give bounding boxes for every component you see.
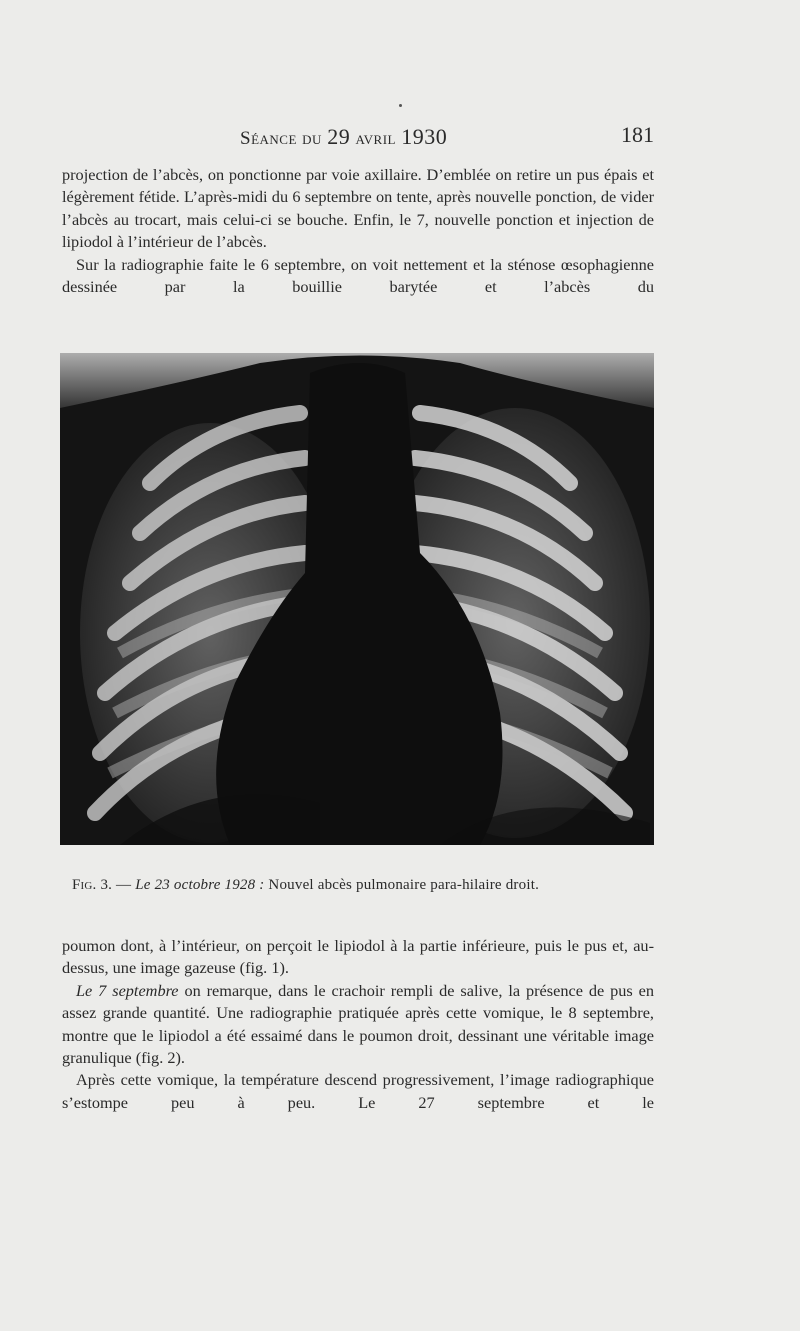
caption-date: Le 23 octobre 1928 : [135, 877, 265, 893]
running-head-year: 1930 [401, 124, 448, 149]
paragraph: Sur la radiographie faite le 6 septembre, on voit nettement et la sténose œsophagienne dessinée par la bouillie barytée et l’abcès du [62, 254, 654, 297]
paragraph: poumon dont, à l’intérieur, on perçoit le lipiodol à la partie inférieure, puis le pus et, au-dessus, une image gazeuse (fig. 1). [62, 936, 654, 978]
running-head-prefix: Séance du [240, 128, 322, 149]
running-head-day: 29 [327, 124, 351, 149]
running-head-month: avril [355, 128, 396, 149]
paragraph-italic-date: Le 7 septembre [76, 980, 179, 1000]
paragraph: projection de l’abcès, on ponctionne par voie axillaire. D’emblée on retire un pus épais et légèrement fétide. L’après-midi du 6 septembre on tente, après nouvelle ponction, de vider l’abcès au trocart, mais celui-ci se bouche. Enfin, le 7, nouvelle ponction et injection de lipiodol à l’intérieur de l’abcès. [62, 165, 654, 252]
page-number: 181 [621, 122, 654, 147]
running-head [240, 124, 447, 150]
body-text-top [62, 164, 654, 298]
page-header [62, 118, 654, 150]
decorative-dot [399, 104, 402, 107]
paragraph: Après cette vomique, la température descend progressivement, l’image radiographique s’estompe peu à peu. Le 27 septembre et le [62, 1070, 654, 1112]
paragraph-text: on remarque, dans le crachoir rempli de salive, la présence de pus en assez grande quantité. Une radiographie pratiquée après cette vomique, le 8 septembre, montre que le lipiodol a été essaimé dans le poumon droit, dessinant une véritable image granulique (fig. 2). [62, 980, 654, 1068]
paragraph [62, 980, 654, 1070]
caption-dash: — [112, 877, 136, 893]
chest-radiograph-figure [60, 353, 654, 845]
chest-radiograph-image [60, 353, 654, 845]
body-text-bottom [62, 935, 654, 1114]
caption-text: Nouvel abcès pulmonaire para-hilaire droit. [264, 877, 540, 893]
figure-caption [72, 877, 652, 894]
figure-label: Fig. 3. [72, 877, 113, 893]
